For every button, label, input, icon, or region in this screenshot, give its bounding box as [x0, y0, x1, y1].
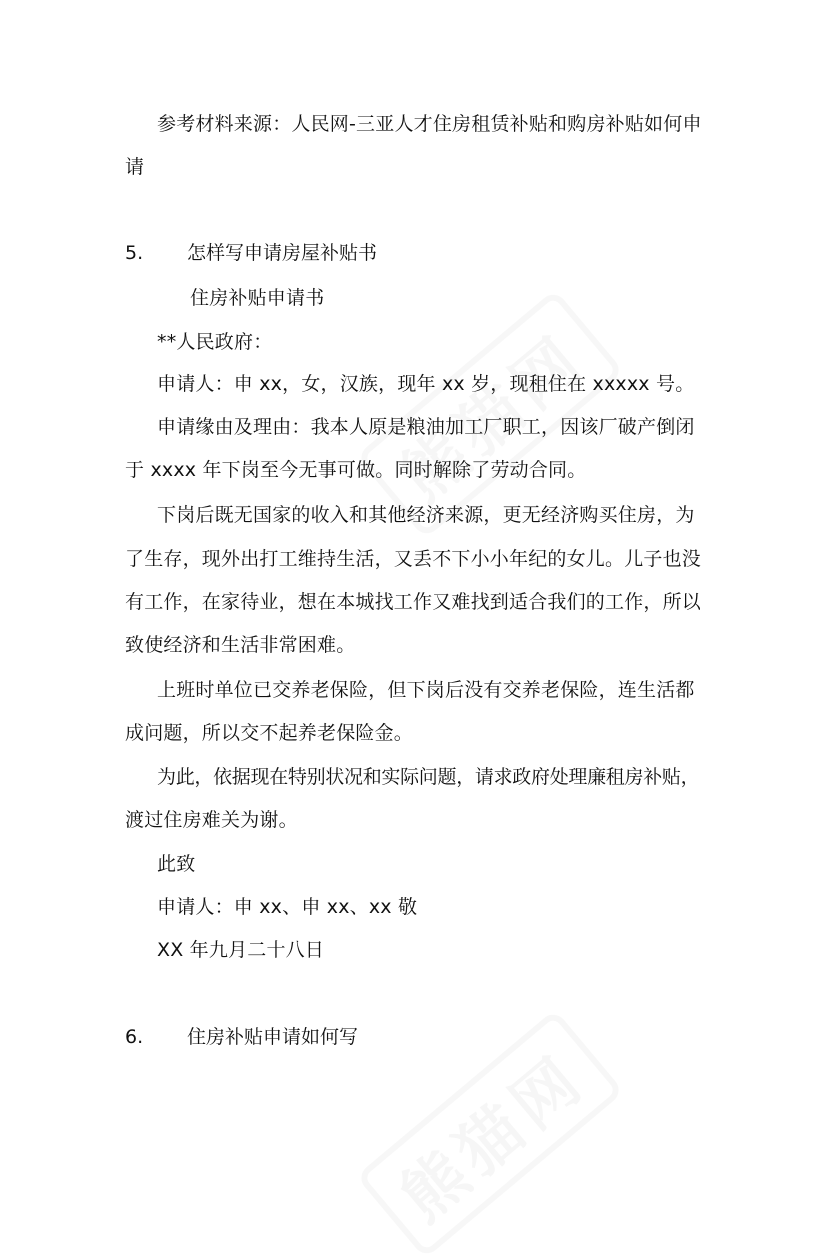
date: XX 年九月二十八日 — [157, 939, 325, 961]
reason-paragraph-2-cont: 了生存，现外出打工维持生活，又丢不下小小年纪的女儿。儿子也没 — [125, 548, 702, 570]
source-line-cont: 请 — [125, 156, 145, 178]
section-title: 怎样写申请房屋补贴书 — [187, 242, 378, 264]
source-line: 参考材料来源：人民网-三亚人才住房租赁补贴和购房补贴如何申 — [157, 113, 702, 135]
request-paragraph-cont: 渡过住房难关为谢。 — [125, 809, 298, 831]
section-number: 5. — [125, 242, 144, 264]
reason-paragraph-3: 上班时单位已交养老保险，但下岗后没有交养老保险，连生活都 — [157, 679, 695, 701]
reason-paragraph-1: 申请缘由及理由：我本人原是粮油加工厂职工，因该厂破产倒闭 — [157, 416, 695, 438]
section-number: 6. — [125, 1026, 144, 1048]
closing: 此致 — [157, 853, 196, 875]
salutation: **人民政府： — [157, 331, 273, 353]
reason-paragraph-2-cont: 有工作，在家待业，想在本城找工作又难找到适合我们的工作，所以 — [125, 591, 702, 613]
letter-title: 住房补贴申请书 — [190, 287, 325, 309]
section-title: 住房补贴申请如何写 — [187, 1026, 359, 1048]
signature: 申请人：申 xx、申 xx、xx 敬 — [157, 896, 418, 918]
watermark — [356, 1009, 625, 1259]
reason-paragraph-2: 下岗后既无国家的收入和其他经济来源，更无经济购买住房，为 — [157, 504, 695, 526]
request-paragraph: 为此，依据现在特别状况和实际问题，请求政府处理廉租房补贴， — [157, 766, 700, 788]
reason-paragraph-3-cont: 成问题，所以交不起养老保险金。 — [125, 722, 414, 744]
reason-paragraph-1-cont: 于 xxxx 年下岗至今无事可做。同时解除了劳动合同。 — [125, 459, 587, 481]
applicant-info: 申请人：申 xx，女，汉族，现年 xx 岁，现租住在 xxxxx 号。 — [157, 373, 695, 395]
reason-paragraph-2-cont: 致使经济和生活非常困难。 — [125, 634, 356, 656]
watermark — [356, 289, 625, 539]
